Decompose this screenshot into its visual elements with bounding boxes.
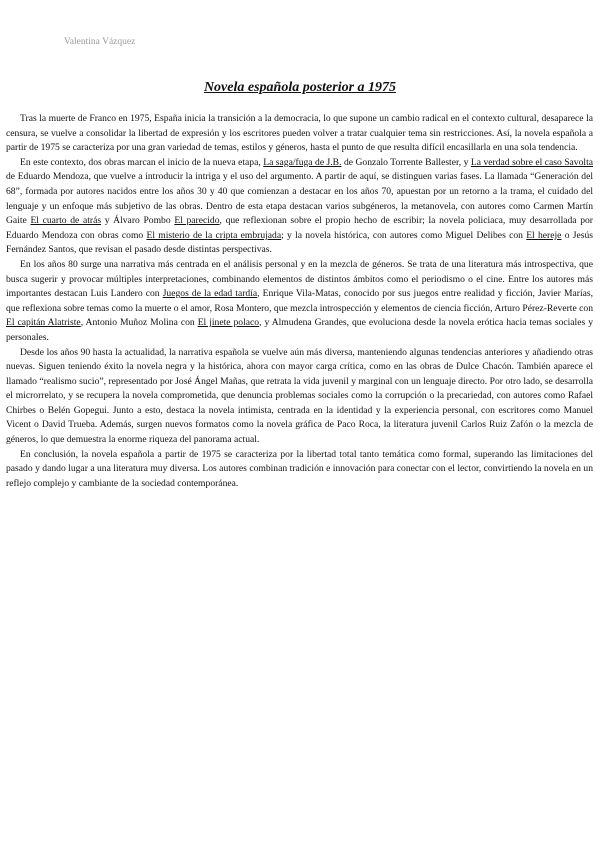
book-title: El capitán Alatriste bbox=[6, 317, 81, 329]
paragraph-text: de Eduardo Mendoza, que vuelve a introducir la intriga y el uso del argumento. A partir de aquí, se distinguen varias fases. La llamada “Generación del 68”, formada por autores nacidos entre los años 30 y 40 que comienzan a destacar en los años 70, apuestan por un retorno a la trama, el cuidado del lenguaje y un enfoque más subjetivo de las obras. Dentro de esta etapa destacan varios subgéneros, la metanovela, con autores como Carmen Martín Gaite bbox=[6, 171, 593, 227]
paragraph-text: ; y la novela histórica, con autores como Miguel Delibes con bbox=[281, 229, 527, 241]
paragraph-text: y Álvaro Pombo bbox=[101, 215, 175, 227]
document-title: Novela española posterior a 1975 bbox=[203, 80, 397, 95]
book-title: Juegos de la edad tardía bbox=[162, 288, 258, 300]
paragraph-text: En este contexto, dos obras marcan el inicio de la nueva etapa, bbox=[20, 156, 264, 168]
paragraph-text: En los años 80 surge una narrativa más centrada en el análisis personal y en la mezcla de géneros. Se trata de una literatura más introspectiva, que busca sugerir y provocar múltiples interpretaciones, combinando elementos de distintos ámbitos como el periodismo o el cine. Entre los autores más importantes destacan Luis Landero con bbox=[6, 258, 593, 300]
book-title: La saga/fuga de J.B. bbox=[263, 156, 342, 168]
paragraph-3 bbox=[6, 258, 593, 346]
paragraph-text: , Enrique Vila-Matas, conocido por sus juegos entre realidad y ficción, Javier Marías, que reflexiona sobre temas como la muerte o el amor, Rosa Montero, que mezcla introspección y elementos de ciencia ficción, Arturo Pérez-Reverte con bbox=[6, 288, 594, 314]
paragraph-1: Tras la muerte de Franco en 1975, España inicia la transición a la democracia, lo que supone un cambio radical en el contexto cultural, desaparece la censura, se vuelve a consolidar la libertad de expresión y los escritores pueden volver a tratar cualquier tema sin restricciones. Así, la novela española a partir de 1975 se caracteriza por una gran variedad de temas, estilos y géneros, hasta el punto de que resulta difícil encasillarla en una sola tendencia. bbox=[6, 113, 593, 154]
paragraph-text: o Jesús Fernández Santos, que revisan el pasado desde distintas perspectivas. bbox=[6, 229, 594, 256]
paragraph-text: de Gonzalo Torrente Ballester, y bbox=[341, 156, 471, 168]
book-title: El cuarto de atrás bbox=[30, 215, 102, 227]
paragraph-5: En conclusión, la novela española a partir de 1975 se caracteriza por la libertad total tanto temática como formal, superando las limitaciones del pasado y dando lugar a una literatura muy diversa. Los autores combinan tradición e innovación para conectar con el lector, convirtiendo la novela en un reflejo complejo y cambiante de la sociedad contemporánea. bbox=[6, 448, 593, 489]
paragraph-text: , y Almudena Grandes, que evoluciona desde la novela erótica hacia temas sociales y personales. bbox=[6, 317, 593, 343]
paragraph-2 bbox=[6, 156, 593, 258]
book-title: La verdad sobre el caso Savolta bbox=[470, 156, 593, 168]
book-title: El misterio de la cripta embrujada bbox=[146, 229, 282, 241]
book-title: El hereje bbox=[526, 229, 562, 241]
paragraph-4: Desde los años 90 hasta la actualidad, la narrativa española se vuelve aún más diversa, manteniendo algunas tendencias anteriores y añadiendo otras nuevas. Siguen teniendo éxito la novela negra y la histórica, ahora con mayor carga crítica, como en las obras de Dulce Chacón. También aparece el llamado “realismo sucio”, representado por José Ángel Mañas, que retrata la vida juvenil y marginal con un lenguaje directo. Por otro lado, se desarrolla el microrrelato, y se recupera la novela comprometida, que denuncia problemas sociales como la corrupción o la precariedad, con autores como Rafael Chirbes o Belén Gopegui. Junto a esto, destaca la novela intimista, centrada en la identidad y la experiencia personal, con escritores como Manuel Vicent o David Trueba. Además, surgen nuevos formatos como la novela gráfica de Paco Roca, la literatura juvenil Carlos Ruiz Zafón o la mezcla de géneros, lo que demuestra la enorme riqueza del panorama actual. bbox=[6, 346, 593, 446]
book-title: El jinete polaco bbox=[197, 317, 260, 329]
document-body bbox=[6, 112, 593, 491]
book-title: El parecido bbox=[174, 215, 220, 227]
paragraph-text: , que reflexionan sobre el propio hecho de escribir; la novela policiaca, muy desarrollada por Eduardo Mendoza con obras como bbox=[6, 215, 593, 241]
paragraph-text: , Antonio Muñoz Molina con bbox=[80, 317, 198, 329]
author-name: Valentina Vázquez bbox=[64, 37, 136, 47]
